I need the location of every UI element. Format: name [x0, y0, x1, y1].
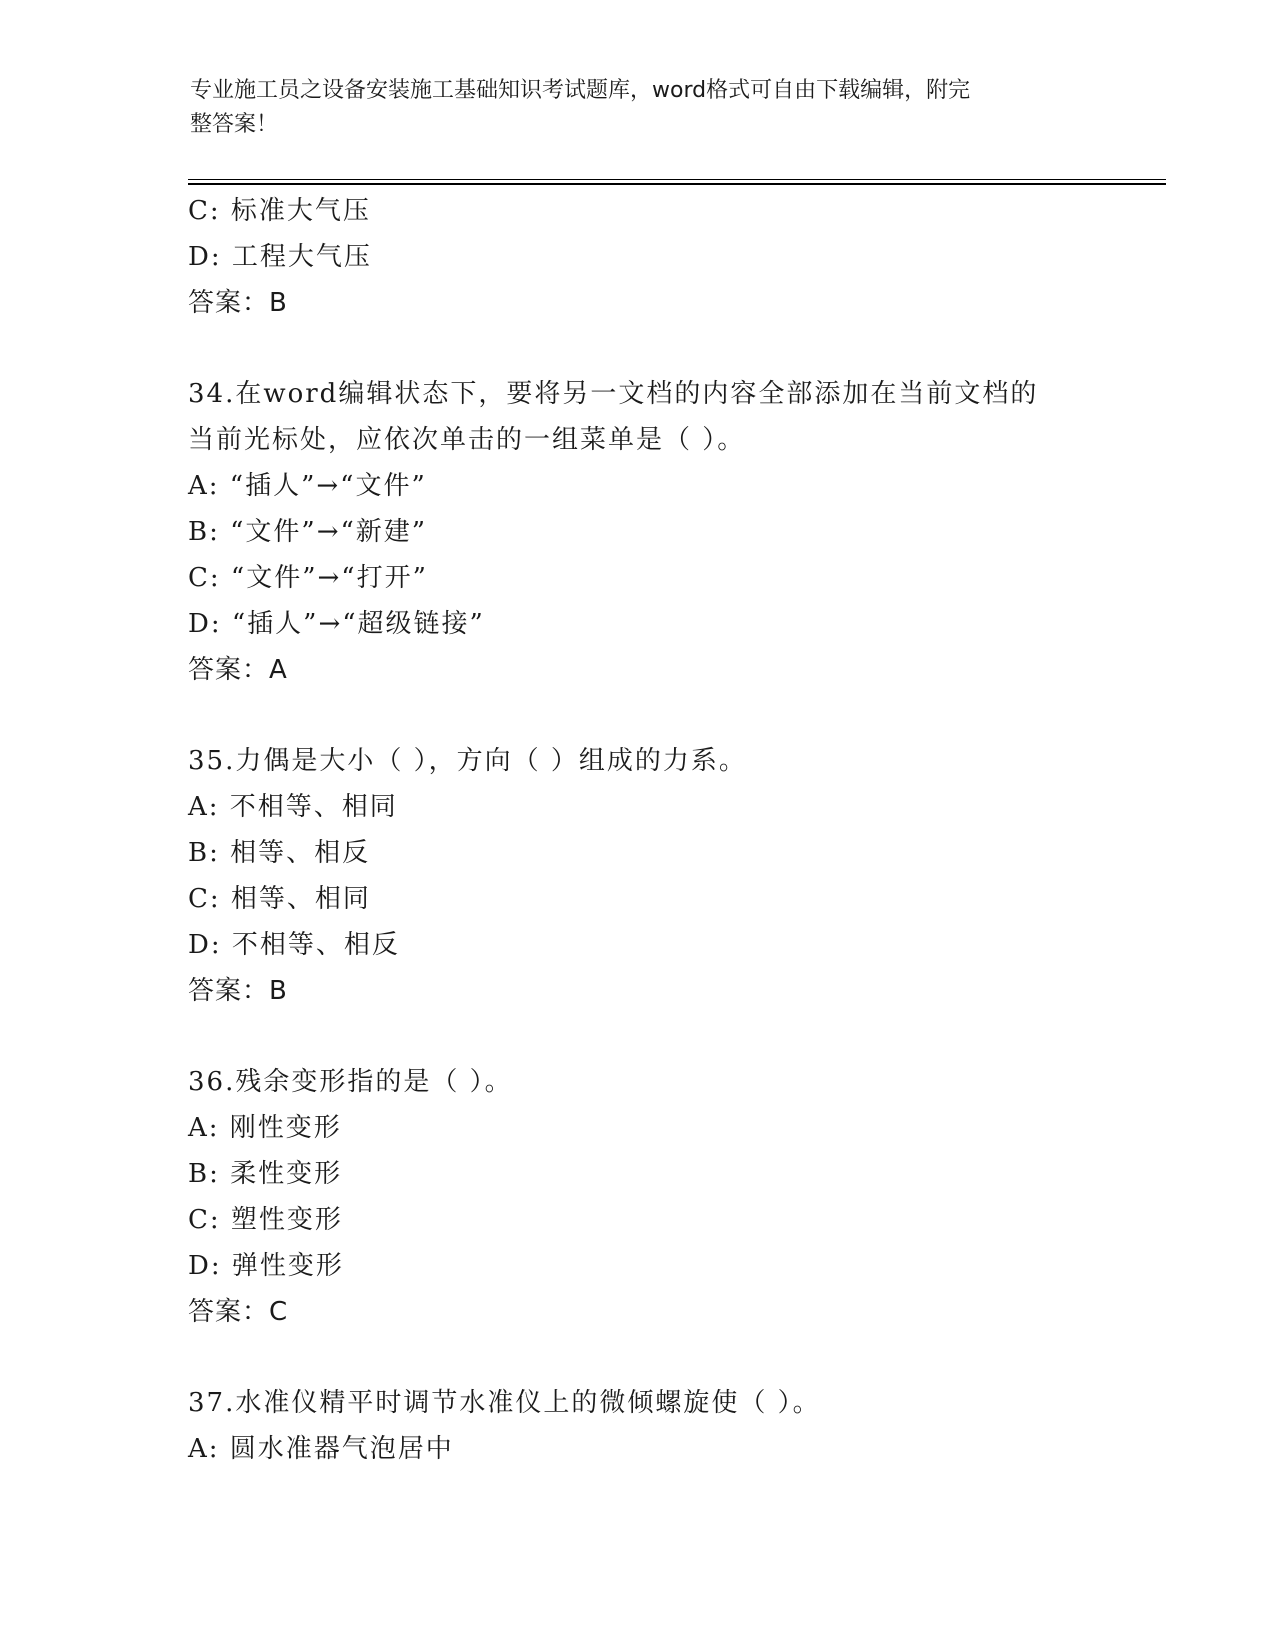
- option-d: D: 不相等、相反: [188, 930, 400, 960]
- question-block-36: [188, 1059, 1168, 1335]
- option-d: D: 工程大气压: [188, 242, 372, 272]
- option-c: C: 相等、相同: [188, 884, 371, 914]
- question-list: [188, 188, 1168, 1472]
- option-a: A: 不相等、相同: [188, 792, 398, 822]
- option-b: B: 相等、相反: [188, 838, 371, 868]
- answer-label: 答案：C: [188, 1297, 289, 1327]
- answer-label: 答案：B: [188, 288, 288, 318]
- question-block-34: [188, 371, 1168, 693]
- option-b: B: 柔性变形: [188, 1159, 343, 1189]
- option-c: C: “文件”→“打开”: [188, 563, 428, 593]
- question-stem: 当前光标处，应依次单击的一组菜单是（ ）。: [188, 425, 746, 455]
- spacer: [188, 1335, 1168, 1380]
- header-line-2: 整答案！: [190, 112, 279, 137]
- option-d: D: “插人”→“超级链接”: [188, 609, 485, 639]
- spacer: [188, 326, 1168, 371]
- header-rule-thin: [188, 179, 1166, 180]
- question-block-37: [188, 1380, 1168, 1472]
- option-c: C: 标准大气压: [188, 196, 371, 226]
- option-c: C: 塑性变形: [188, 1205, 343, 1235]
- answer-label: 答案：A: [188, 655, 288, 685]
- page-header: [190, 74, 1090, 142]
- option-a: A: 圆水准器气泡居中: [188, 1434, 454, 1464]
- question-block-35: [188, 738, 1168, 1014]
- question-stem: 35.力偶是大小（ ），方向（ ）组成的力系。: [188, 746, 747, 776]
- question-stem: 36.残余变形指的是（ ）。: [188, 1067, 513, 1097]
- question-stem: 34.在word编辑状态下，要将另一文档的内容全部添加在当前文档的: [188, 379, 1039, 409]
- option-a: A: “插人”→“文件”: [188, 471, 427, 501]
- question-stem: 37.水准仪精平时调节水准仪上的微倾螺旋使（ ）。: [188, 1388, 821, 1418]
- spacer: [188, 693, 1168, 738]
- option-d: D: 弹性变形: [188, 1251, 344, 1281]
- header-rule-thick: [188, 183, 1166, 185]
- question-block-33: [188, 188, 1168, 326]
- answer-label: 答案：B: [188, 976, 288, 1006]
- option-a: A: 刚性变形: [188, 1113, 342, 1143]
- option-b: B: “文件”→“新建”: [188, 517, 428, 547]
- header-line-1: 专业施工员之设备安装施工基础知识考试题库，word格式可自由下载编辑，附完: [190, 78, 971, 103]
- spacer: [188, 1014, 1168, 1059]
